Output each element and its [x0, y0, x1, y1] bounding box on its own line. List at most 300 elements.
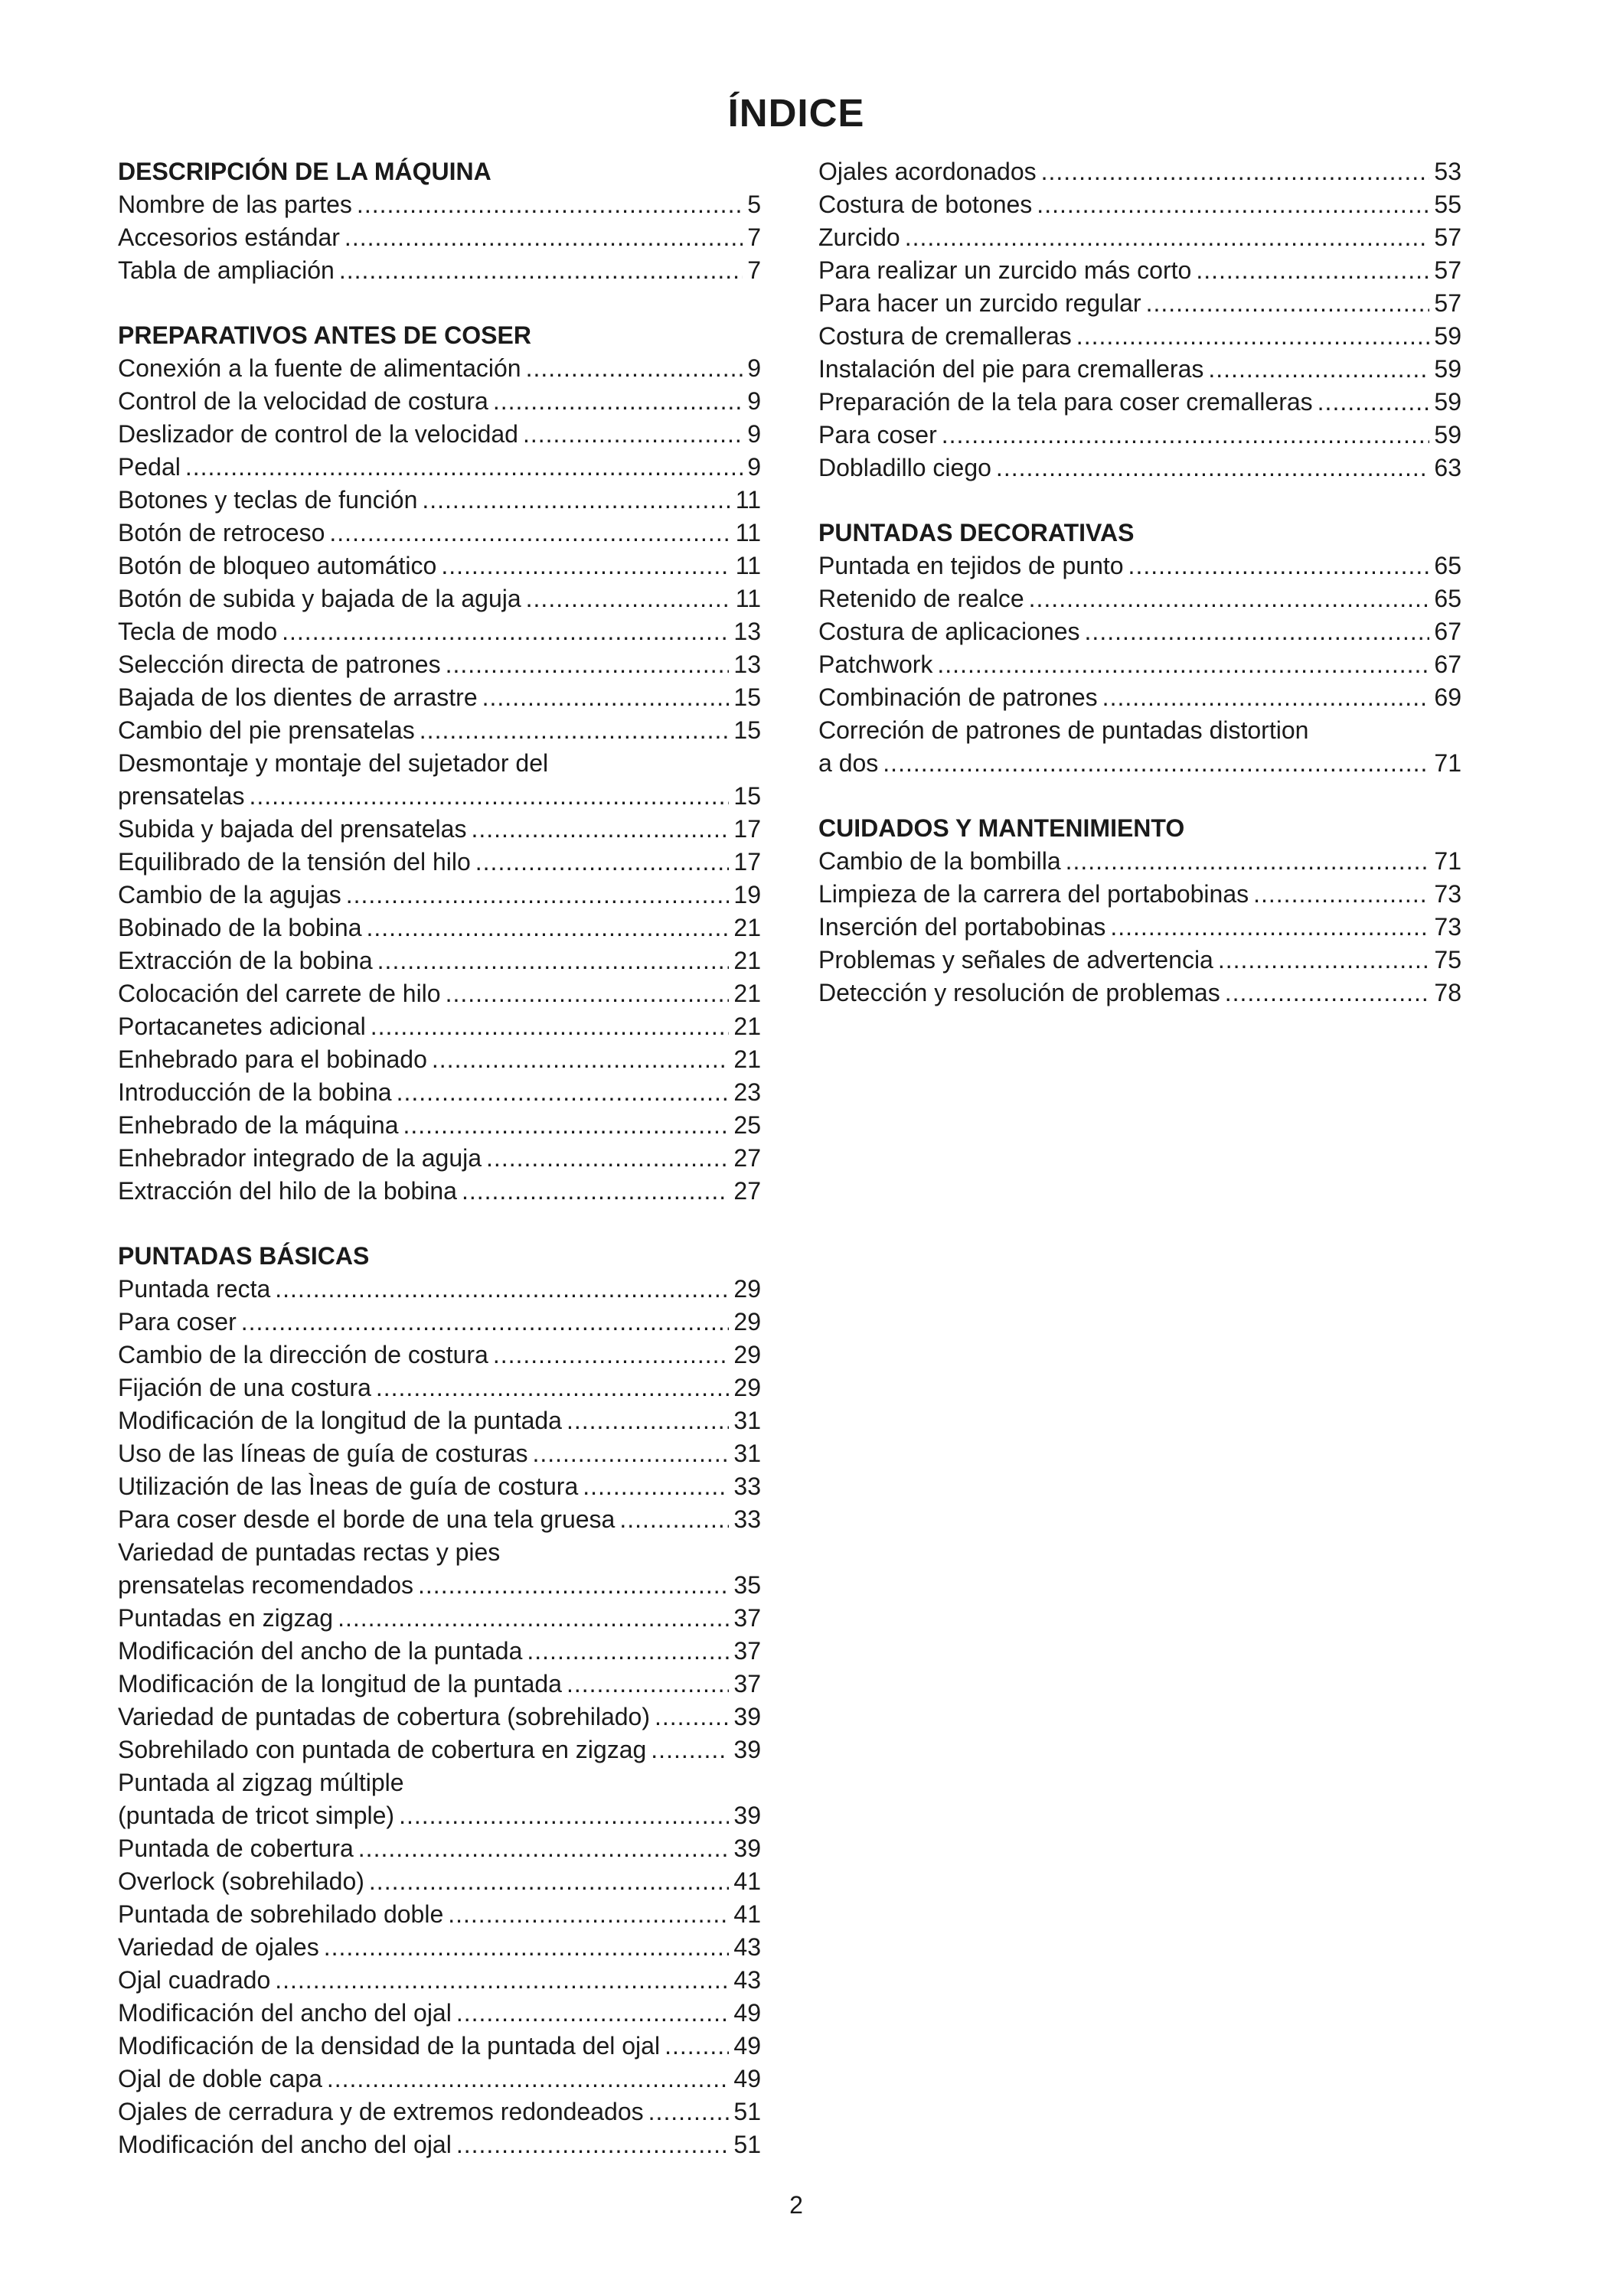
toc-page-number: 13: [733, 618, 761, 645]
dot-leader: [357, 188, 743, 221]
toc-entry-label: Limpieza de la carrera del portabobinas: [818, 880, 1249, 908]
toc-entry[interactable]: [118, 221, 761, 254]
dot-leader: [329, 517, 730, 550]
toc-entry-label: Costura de botones: [818, 191, 1033, 218]
toc-section: [118, 155, 761, 287]
toc-entry[interactable]: [118, 385, 761, 418]
toc-entry[interactable]: [118, 977, 761, 1010]
toc-page-number: 59: [1434, 355, 1461, 383]
toc-page-number: 15: [733, 716, 761, 744]
toc-page-number: 11: [735, 552, 761, 579]
toc-entry-label: Botones y teclas de función: [118, 486, 418, 514]
toc-entry[interactable]: [118, 1339, 761, 1371]
toc-entry[interactable]: [118, 1076, 761, 1109]
toc-entry-label: Pedal: [118, 453, 181, 481]
dot-leader: [526, 352, 743, 385]
toc-entry-label: prensatelas recomendados: [118, 1571, 414, 1599]
toc-entry-label: Modificación del ancho del ojal: [118, 2131, 452, 2158]
toc-page-number: 39: [733, 1802, 761, 1829]
toc-page-number: 23: [733, 1078, 761, 1106]
toc-entry[interactable]: [118, 2128, 761, 2161]
dot-leader: [1102, 681, 1430, 714]
toc-entry[interactable]: [818, 155, 1461, 188]
toc-entry[interactable]: [818, 320, 1461, 353]
toc-page-number: 21: [733, 914, 761, 941]
toc-entry[interactable]: [118, 1931, 761, 1964]
dot-leader: [1253, 878, 1429, 911]
toc-page-number: 31: [733, 1440, 761, 1467]
toc-page-number: 27: [733, 1144, 761, 1172]
toc-left-column: [118, 155, 761, 2193]
toc-entry-label: Equilibrado de la tensión del hilo: [118, 848, 471, 876]
toc-entry[interactable]: [118, 1273, 761, 1306]
dot-leader: [282, 615, 729, 648]
toc-page-number: 71: [1434, 749, 1461, 777]
dot-leader: [493, 385, 743, 418]
toc-entry[interactable]: [118, 550, 761, 582]
toc-entry-label: Modificación de la densidad de la puntada del ojal: [118, 2032, 661, 2060]
dot-leader: [905, 221, 1430, 254]
toc-page-number: 75: [1434, 946, 1461, 974]
toc-entry-label: Costura de aplicaciones: [818, 618, 1080, 645]
toc-entry[interactable]: [118, 1964, 761, 1997]
toc-entry[interactable]: [118, 2063, 761, 2095]
toc-entry-label: Portacanetes adicional: [118, 1013, 366, 1040]
dot-leader: [1146, 287, 1430, 320]
toc-entry[interactable]: [118, 944, 761, 977]
toc-entry-label: Tabla de ampliación: [118, 256, 335, 284]
dot-leader: [324, 1931, 730, 1964]
toc-page-number: 57: [1434, 256, 1461, 284]
dot-leader: [462, 1175, 729, 1208]
section-heading: PUNTADAS BÁSICAS: [118, 1242, 370, 1270]
toc-page-number: 37: [733, 1604, 761, 1632]
toc-entry-first-line: Puntada al zigzag múltiple: [118, 1769, 404, 1796]
toc-page-number: 67: [1434, 618, 1461, 645]
dot-leader: [655, 1701, 729, 1733]
toc-section: [118, 319, 761, 1208]
dot-leader: [1066, 845, 1430, 878]
toc-entry[interactable]: [818, 254, 1461, 287]
dot-leader: [422, 484, 730, 517]
dot-leader: [942, 419, 1430, 452]
toc-entry[interactable]: [818, 648, 1461, 681]
dot-leader: [648, 2095, 730, 2128]
dot-leader: [1318, 386, 1430, 419]
toc-entry[interactable]: [118, 484, 761, 517]
dot-leader: [448, 1898, 729, 1931]
toc-entry[interactable]: [818, 550, 1461, 582]
toc-entry-label: Para realizar un zurcido más corto: [818, 256, 1192, 284]
toc-entry-label: (puntada de tricot simple): [118, 1802, 395, 1829]
toc-page-number: 39: [733, 1835, 761, 1862]
toc-entry[interactable]: [818, 747, 1461, 780]
toc-section: [818, 155, 1461, 484]
dot-leader: [446, 648, 730, 681]
toc-page-number: 19: [733, 881, 761, 908]
toc-page-number: 37: [733, 1637, 761, 1665]
toc-page-number: 33: [733, 1473, 761, 1500]
toc-entry-label: Fijación de una costura: [118, 1374, 371, 1401]
toc-page-number: 53: [1434, 158, 1461, 185]
toc-entry[interactable]: [118, 418, 761, 451]
toc-entry[interactable]: [118, 352, 761, 385]
toc-page-number: 55: [1434, 191, 1461, 218]
page-title: ÍNDICE: [727, 91, 865, 135]
toc-entry-label: Overlock (sobrehilado): [118, 1867, 364, 1895]
toc-page-number: 25: [733, 1111, 761, 1139]
toc-page-number: 51: [733, 2131, 761, 2158]
toc-page-number: 41: [733, 1900, 761, 1928]
toc-entry-label: Utilización de las Ìneas de guía de costura: [118, 1473, 579, 1500]
toc-entry[interactable]: [118, 1010, 761, 1043]
dot-leader: [482, 681, 730, 714]
toc-page-number: 9: [747, 453, 761, 481]
toc-page-number: 7: [747, 256, 761, 284]
toc-entry[interactable]: [818, 911, 1461, 944]
toc-entry[interactable]: [118, 1668, 761, 1701]
toc-entry-label: Instalación del pie para cremalleras: [818, 355, 1204, 383]
toc-page-number: 29: [733, 1341, 761, 1368]
dot-leader: [403, 1109, 730, 1142]
toc-entry[interactable]: [118, 188, 761, 221]
toc-page-number: 49: [733, 2065, 761, 2092]
toc-entry[interactable]: [818, 419, 1461, 452]
toc-entry-label: Subida y bajada del prensatelas: [118, 815, 467, 843]
toc-entry-label: Modificación de la longitud de la puntada: [118, 1407, 562, 1434]
toc-page-number: 71: [1434, 847, 1461, 875]
page-number: 2: [789, 2191, 803, 2219]
toc-entry-label: Cambio de la agujas: [118, 881, 341, 908]
dot-leader: [567, 1668, 729, 1701]
toc-entry-label: Modificación del ancho de la puntada: [118, 1637, 523, 1665]
dot-leader: [376, 1371, 730, 1404]
toc-entry[interactable]: [118, 1635, 761, 1668]
toc-entry[interactable]: [818, 615, 1461, 648]
toc-entry-label: Botón de retroceso: [118, 519, 325, 546]
toc-entry-label: Selección directa de patrones: [118, 651, 441, 678]
toc-entry[interactable]: [118, 1701, 761, 1733]
toc-entry-label: prensatelas: [118, 782, 245, 810]
toc-entry-label: Control de la velocidad de costura: [118, 387, 488, 415]
toc-entry-label: Para coser: [118, 1308, 237, 1336]
toc-entry-label: Accesorios estándar: [118, 223, 340, 251]
dot-leader: [665, 2030, 729, 2063]
toc-entry-label: Patchwork: [818, 651, 933, 678]
toc-entry-label: Sobrehilado con puntada de cobertura en zigzag: [118, 1736, 647, 1763]
toc-entry-label: Zurcido: [818, 223, 900, 251]
dot-leader: [651, 1733, 729, 1766]
dot-leader: [996, 452, 1429, 484]
dot-leader: [185, 451, 743, 484]
toc-entry[interactable]: [118, 1470, 761, 1503]
toc-entry[interactable]: [118, 1437, 761, 1470]
dot-leader: [567, 1404, 729, 1437]
toc-entry[interactable]: [118, 813, 761, 846]
toc-entry[interactable]: [118, 1569, 761, 1602]
toc-entry-label: Extracción de la bobina: [118, 947, 373, 974]
dot-leader: [937, 648, 1429, 681]
toc-page-number: 21: [733, 1045, 761, 1073]
toc-entry-label: Introducción de la bobina: [118, 1078, 392, 1106]
toc-page-number: 11: [735, 519, 761, 546]
toc-section: [118, 1240, 761, 2161]
toc-entry-label: Puntada de cobertura: [118, 1835, 354, 1862]
toc-entry[interactable]: [118, 1602, 761, 1635]
dot-leader: [1218, 944, 1430, 977]
dot-leader: [399, 1799, 729, 1832]
toc-page-number: 41: [733, 1867, 761, 1895]
toc-entry[interactable]: [118, 582, 761, 615]
toc-entry-label: Modificación del ancho del ojal: [118, 1999, 452, 2027]
dot-leader: [241, 1306, 730, 1339]
toc-section: [818, 812, 1461, 1009]
toc-entry[interactable]: [118, 615, 761, 648]
toc-entry[interactable]: [818, 944, 1461, 977]
toc-entry[interactable]: [118, 846, 761, 879]
dot-leader: [1037, 188, 1429, 221]
toc-entry-label: Inserción del portabobinas: [818, 913, 1106, 941]
toc-page-number: 29: [733, 1374, 761, 1401]
toc-entry[interactable]: [118, 1306, 761, 1339]
section-heading: DESCRIPCIÓN DE LA MÁQUINA: [118, 158, 491, 185]
toc-page-number: 43: [733, 1966, 761, 1994]
dot-leader: [456, 1997, 730, 2030]
toc-page-number: 13: [733, 651, 761, 678]
toc-page-number: 29: [733, 1308, 761, 1336]
toc-entry[interactable]: [818, 188, 1461, 221]
toc-entry-label: Enhebrado de la máquina: [118, 1111, 399, 1139]
toc-entry[interactable]: [118, 1733, 761, 1766]
toc-entry-label: Conexión a la fuente de alimentación: [118, 354, 521, 382]
section-heading: CUIDADOS Y MANTENIMIENTO: [818, 814, 1185, 842]
toc-page-number: 17: [733, 848, 761, 876]
dot-leader: [275, 1964, 729, 1997]
dot-leader: [441, 550, 730, 582]
dot-leader: [883, 747, 1429, 780]
dot-leader: [346, 879, 730, 912]
toc-entry[interactable]: [118, 451, 761, 484]
toc-entry-label: Ojal de doble capa: [118, 2065, 322, 2092]
toc-entry[interactable]: [118, 1142, 761, 1175]
toc-entry[interactable]: [118, 714, 761, 747]
toc-entry-label: Para coser: [818, 421, 937, 448]
toc-entry-label: Botón de bloqueo automático: [118, 552, 437, 579]
dot-leader: [275, 1273, 729, 1306]
toc-entry-label: Enhebrado para el bobinado: [118, 1045, 427, 1073]
toc-page-number: 35: [733, 1571, 761, 1599]
toc-entry-label: Retenido de realce: [818, 585, 1024, 612]
toc-entry-first-line: Variedad de puntadas rectas y pies: [118, 1538, 501, 1566]
toc-page-number: 21: [733, 1013, 761, 1040]
toc-page-number: 21: [733, 980, 761, 1007]
toc-entry[interactable]: [118, 1109, 761, 1142]
dot-leader: [339, 254, 743, 287]
toc-entry-label: Puntada en tejidos de punto: [818, 552, 1124, 579]
toc-entry[interactable]: [118, 1371, 761, 1404]
toc-page-number: 43: [733, 1933, 761, 1961]
dot-leader: [475, 846, 730, 879]
toc-entry-label: Extracción del hilo de la bobina: [118, 1177, 457, 1205]
toc-page-number: 59: [1434, 421, 1461, 448]
toc-entry-label: Preparación de la tela para coser cremalleras: [818, 388, 1313, 416]
toc-entry-label: Cambio de la bombilla: [818, 847, 1061, 875]
dot-leader: [345, 221, 743, 254]
toc-entry-label: Ojal cuadrado: [118, 1966, 271, 1994]
toc-page-number: 9: [747, 420, 761, 448]
dot-leader: [1085, 615, 1430, 648]
dot-leader: [456, 2128, 730, 2161]
section-heading: PREPARATIVOS ANTES DE COSER: [118, 321, 531, 349]
toc-entry[interactable]: [118, 1832, 761, 1865]
toc-entry[interactable]: [818, 845, 1461, 878]
toc-entry[interactable]: [118, 1404, 761, 1437]
toc-page-number: 15: [733, 782, 761, 810]
dot-leader: [1076, 320, 1430, 353]
toc-page-number: 65: [1434, 585, 1461, 612]
dot-leader: [420, 714, 730, 747]
toc-page-number: 69: [1434, 683, 1461, 711]
dot-leader: [619, 1503, 729, 1536]
toc-entry-label: Variedad de puntadas de cobertura (sobrehilado): [118, 1703, 650, 1730]
toc-page-number: 73: [1434, 880, 1461, 908]
toc-page-number: 39: [733, 1736, 761, 1763]
dot-leader: [1041, 155, 1430, 188]
toc-entry-label: Variedad de ojales: [118, 1933, 319, 1961]
toc-entry-label: Colocación del carrete de hilo: [118, 980, 441, 1007]
toc-entry[interactable]: [818, 878, 1461, 911]
toc-entry-label: Enhebrador integrado de la aguja: [118, 1144, 482, 1172]
toc-entry[interactable]: [818, 977, 1461, 1009]
toc-entry-label: Puntadas en zigzag: [118, 1604, 334, 1632]
toc-page-number: 49: [733, 2032, 761, 2060]
toc-page-number: 17: [733, 815, 761, 843]
toc-entry-label: Deslizador de control de la velocidad: [118, 420, 518, 448]
toc-entry-label: a dos: [818, 749, 879, 777]
toc-page-number: 31: [733, 1407, 761, 1434]
toc-page-number: 78: [1434, 979, 1461, 1006]
toc-section: [818, 517, 1461, 780]
dot-leader: [527, 1635, 729, 1668]
dot-leader: [1110, 911, 1429, 944]
dot-leader: [369, 1865, 730, 1898]
toc-entry[interactable]: [118, 1175, 761, 1208]
toc-entry[interactable]: [118, 681, 761, 714]
dot-leader: [446, 977, 730, 1010]
toc-entry-label: Dobladillo ciego: [818, 454, 991, 481]
section-heading: PUNTADAS DECORATIVAS: [818, 519, 1135, 546]
toc-page-number: 33: [733, 1505, 761, 1533]
toc-page-number: 27: [733, 1177, 761, 1205]
toc-entry[interactable]: [118, 1503, 761, 1536]
toc-page-number: 73: [1434, 913, 1461, 941]
toc-entry[interactable]: [118, 517, 761, 550]
toc-entry-label: Modificación de la longitud de la puntada: [118, 1670, 562, 1698]
dot-leader: [327, 2063, 730, 2095]
toc-page-number: 39: [733, 1703, 761, 1730]
toc-entry[interactable]: [818, 221, 1461, 254]
toc-page-number: 5: [747, 191, 761, 218]
toc-page-number: 9: [747, 387, 761, 415]
toc-entry-label: Detección y resolución de problemas: [818, 979, 1220, 1006]
toc-page-number: 15: [733, 683, 761, 711]
toc-entry[interactable]: [818, 452, 1461, 484]
dot-leader: [418, 1569, 729, 1602]
toc-entry[interactable]: [118, 912, 761, 944]
toc-entry-label: Nombre de las partes: [118, 191, 352, 218]
toc-page-number: 57: [1434, 289, 1461, 317]
dot-leader: [371, 1010, 730, 1043]
dot-leader: [1208, 353, 1429, 386]
toc-entry[interactable]: [118, 2030, 761, 2063]
toc-page-number: 29: [733, 1275, 761, 1303]
toc-page-number: 49: [733, 1999, 761, 2027]
toc-entry[interactable]: [818, 681, 1461, 714]
toc-entry-label: Cambio del pie prensatelas: [118, 716, 415, 744]
toc-entry-label: Ojales de cerradura y de extremos redondeados: [118, 2098, 644, 2125]
toc-entry[interactable]: [818, 353, 1461, 386]
toc-entry[interactable]: [118, 648, 761, 681]
toc-entry[interactable]: [118, 1997, 761, 2030]
toc-page-number: 37: [733, 1670, 761, 1698]
toc-page-number: 59: [1434, 388, 1461, 416]
dot-leader: [397, 1076, 730, 1109]
toc-page-number: 11: [735, 585, 761, 612]
toc-page-number: 21: [733, 947, 761, 974]
toc-entry[interactable]: [118, 1898, 761, 1931]
toc-entry-label: Para hacer un zurcido regular: [818, 289, 1141, 317]
toc-page-number: 11: [735, 486, 761, 514]
toc-entry[interactable]: [118, 780, 761, 813]
dot-leader: [493, 1339, 730, 1371]
dot-leader: [338, 1602, 729, 1635]
toc-entry-label: Tecla de modo: [118, 618, 278, 645]
dot-leader: [432, 1043, 730, 1076]
dot-leader: [1128, 550, 1430, 582]
toc-entry-label: Puntada de sobrehilado doble: [118, 1900, 444, 1928]
dot-leader: [486, 1142, 729, 1175]
dot-leader: [377, 944, 730, 977]
dot-leader: [526, 582, 731, 615]
toc-entry[interactable]: [118, 879, 761, 912]
toc-entry[interactable]: [118, 1043, 761, 1076]
toc-entry-first-line: Desmontaje y montaje del sujetador del: [118, 749, 549, 777]
toc-entry-label: Para coser desde el borde de una tela gruesa: [118, 1505, 616, 1533]
toc-page-number: 59: [1434, 322, 1461, 350]
toc-entry-label: Botón de subida y bajada de la aguja: [118, 585, 521, 612]
toc-entry-label: Bajada de los dientes de arrastre: [118, 683, 478, 711]
dot-leader: [1029, 582, 1430, 615]
toc-page-number: 7: [747, 223, 761, 251]
toc-right-column: [818, 155, 1461, 1042]
toc-entry-label: Ojales acordonados: [818, 158, 1037, 185]
dot-leader: [1196, 254, 1429, 287]
toc-entry[interactable]: [118, 2095, 761, 2128]
dot-leader: [358, 1832, 730, 1865]
toc-entry[interactable]: [818, 386, 1461, 419]
toc-entry[interactable]: [818, 582, 1461, 615]
toc-entry[interactable]: [118, 254, 761, 287]
toc-entry[interactable]: [818, 287, 1461, 320]
toc-entry[interactable]: [118, 1865, 761, 1898]
toc-entry-label: Uso de las líneas de guía de costuras: [118, 1440, 528, 1467]
toc-entry-label: Puntada recta: [118, 1275, 271, 1303]
toc-page-number: 9: [747, 354, 761, 382]
toc-entry-label: Cambio de la dirección de costura: [118, 1341, 488, 1368]
toc-entry[interactable]: [118, 1799, 761, 1832]
toc-page-number: 67: [1434, 651, 1461, 678]
dot-leader: [249, 780, 729, 813]
